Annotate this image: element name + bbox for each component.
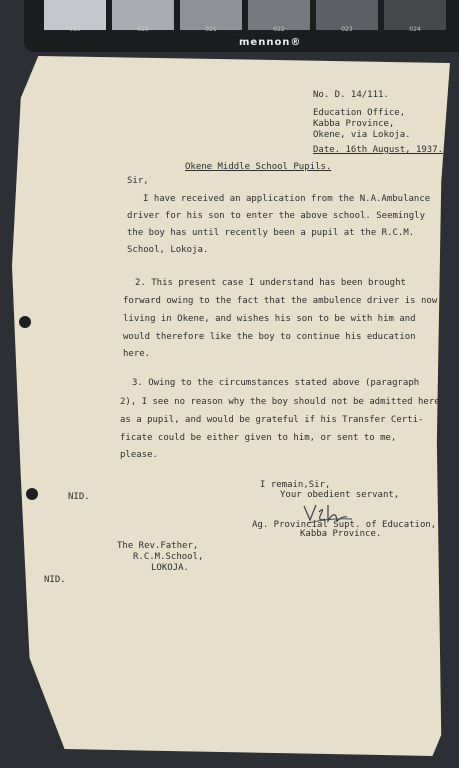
letter-date: Date. 16th August, 1937. bbox=[313, 145, 444, 155]
recipient-line-3: LOKOJA. bbox=[151, 563, 189, 573]
swatch-label-019: 019 bbox=[69, 26, 81, 33]
paragraph-3-line: ficate could be either given to him, or sent to me, bbox=[120, 433, 397, 443]
recipient-line-1: The Rev.Father, bbox=[117, 541, 199, 551]
nid-mark-1: NID. bbox=[68, 492, 90, 502]
letter-subject: Okene Middle School Pupils. bbox=[185, 162, 332, 172]
address-line-1: Education Office, bbox=[313, 108, 406, 118]
closing-line-2: Your obedient servant, bbox=[280, 490, 400, 500]
paragraph-2-line: here. bbox=[123, 349, 151, 359]
swatch-label-023: 023 bbox=[341, 26, 353, 33]
salutation: Sir, bbox=[127, 176, 149, 186]
address-line-2: Kabba Province, bbox=[313, 119, 395, 129]
reference-number: No. D. 14/111. bbox=[313, 90, 389, 100]
color-calibration-bar bbox=[24, 0, 459, 52]
closing-line-1: I remain,Sir, bbox=[260, 480, 331, 490]
punch-hole-lower bbox=[26, 488, 38, 500]
recipient-line-2: R.C.M.School, bbox=[133, 552, 204, 562]
swatch-label-024: 024 bbox=[409, 26, 421, 33]
paragraph-3-line: as a pupil, and would be grateful if his Transfer Certi- bbox=[120, 415, 424, 425]
brand-logo-text: mennon® bbox=[239, 37, 302, 48]
signatory-province: Kabba Province. bbox=[300, 529, 382, 539]
paragraph-3-line: please. bbox=[120, 450, 158, 460]
paragraph-2-line: living in Okene, and wishes his son to be with him and bbox=[123, 314, 416, 324]
swatch-label-020: 020 bbox=[137, 26, 149, 33]
paragraph-1-line: I have received an application from the N.A.Ambulance bbox=[143, 194, 431, 204]
address-line-3: Okene, via Lokoja. bbox=[313, 130, 411, 140]
paragraph-1-line: driver for his son to enter the above school. Seemingly bbox=[127, 211, 426, 221]
punch-hole-upper bbox=[19, 316, 31, 328]
swatch-label-021: 021 bbox=[205, 26, 217, 33]
signatory-title: Ag. Provincial Supt. of Education, bbox=[252, 520, 437, 530]
paragraph-3-line: 3. Owing to the circumstances stated above (paragraph bbox=[132, 378, 420, 388]
paragraph-1-line: the boy has until recently been a pupil at the R.C.M. bbox=[127, 228, 415, 238]
paragraph-3-line: 2), I see no reason why the boy should not be admitted here bbox=[120, 397, 440, 407]
paragraph-2-line: would therefore like the boy to continue his education bbox=[123, 332, 416, 342]
paragraph-2-line: forward owing to the fact that the ambulence driver is now bbox=[123, 296, 438, 306]
paragraph-1-line: School, Lokoja. bbox=[127, 245, 209, 255]
paragraph-2-line: 2. This present case I understand has been brought bbox=[135, 278, 406, 288]
nid-mark-2: NID. bbox=[44, 575, 66, 585]
swatch-label-022: 022 bbox=[273, 26, 285, 33]
